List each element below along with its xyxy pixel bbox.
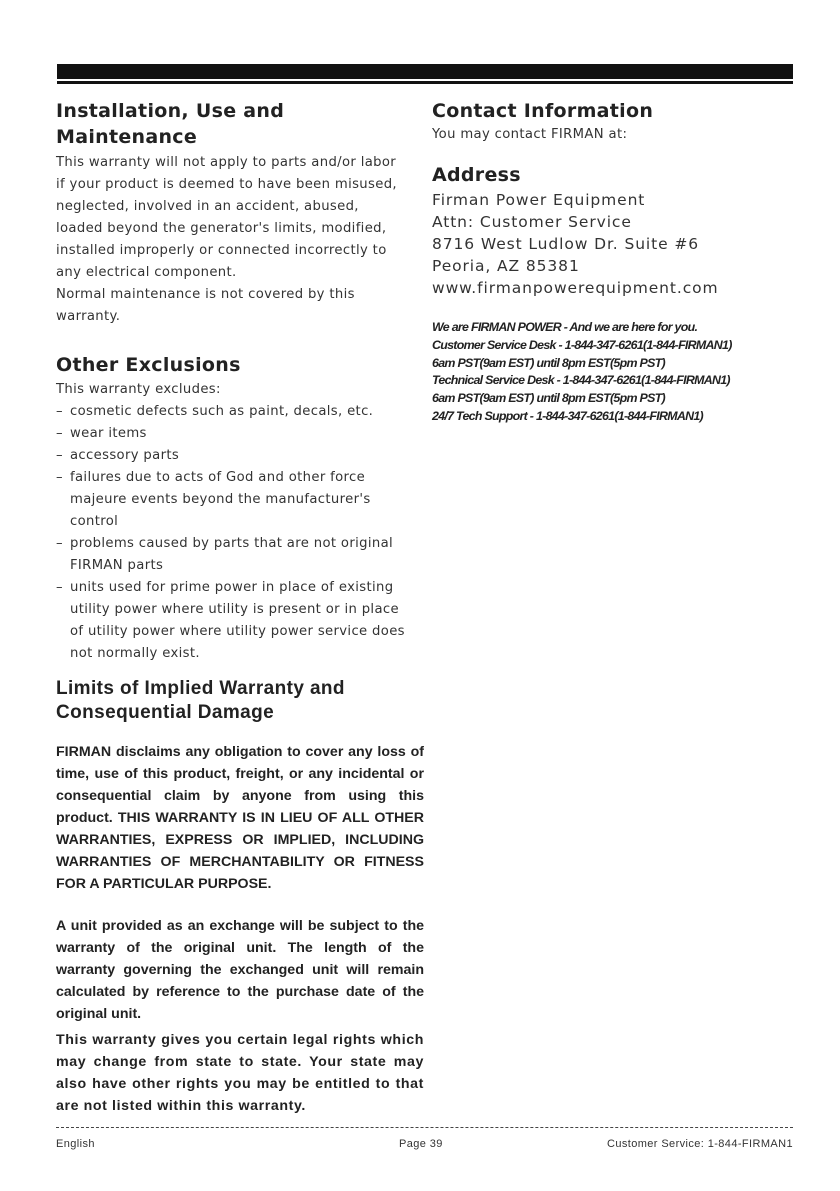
list-item: [56, 445, 424, 467]
heading-line: Consequential Damage: [56, 702, 275, 723]
address-section: [432, 162, 812, 299]
implied-warranty-section: [56, 677, 424, 1117]
installation-section: [56, 98, 424, 328]
text-line: utility power where utility is present or in place: [70, 602, 399, 617]
text-line: not normally exist.: [70, 646, 200, 661]
exclusions-section: [56, 352, 424, 665]
footer-rule: [56, 1127, 793, 1128]
website-link[interactable]: www.firmanpowerequipment.com: [432, 279, 719, 297]
text-line: warranty.: [56, 309, 121, 324]
customer-service-hours: 6am PST(9am EST) until 8pm EST(5pm PST): [432, 355, 665, 370]
address-block: [432, 189, 812, 299]
tech-support-line: 24/7 Tech Support - 1-844-347-6261(1-844-FIRMAN1): [432, 408, 703, 423]
text-line: control: [70, 514, 119, 529]
exclusions-heading: Other Exclusions: [56, 354, 241, 376]
text-line: neglected, involved in an accident, abused,: [56, 199, 359, 214]
list-item: [56, 577, 424, 665]
installation-heading: Installation, Use and Maintenance: [56, 100, 285, 148]
text-line: This warranty will not apply to parts and/or labor: [56, 155, 397, 170]
list-item: [56, 423, 424, 445]
text-line: – units used for prime power in place of existing: [70, 580, 394, 595]
text-line: any electrical component.: [56, 265, 237, 280]
page-number: Page 39: [399, 1138, 443, 1150]
support-section: [432, 319, 812, 426]
contact-section: [432, 98, 812, 146]
text-line: – cosmetic defects such as paint, decals, etc.: [70, 404, 374, 419]
footer-language: English: [56, 1138, 95, 1150]
support-tagline: We are FIRMAN POWER - And we are here for you.: [432, 320, 698, 334]
technical-service-line: Technical Service Desk - 1-844-347-6261(1-844-FIRMAN1): [432, 373, 730, 388]
text-line: – failures due to acts of God and other force: [70, 470, 366, 485]
text-line: installed improperly or connected incorrectly to: [56, 243, 387, 258]
list-item: [56, 467, 424, 533]
customer-service-line: Customer Service Desk - 1-844-347-6261(1-844-FIRMAN1): [432, 337, 732, 352]
right-column: [432, 98, 812, 426]
text-line: if your product is deemed to have been misused,: [56, 177, 397, 192]
text-line: – accessory parts: [70, 448, 180, 463]
heading-line: Limits of Implied Warranty and: [56, 678, 345, 699]
contact-heading: Contact Information: [432, 100, 654, 122]
exclusions-list: [56, 401, 424, 665]
legal-rights-paragraph: This warranty gives you certain legal rights which may change from state to state. Your state may also have other rights you may be entitled to that are not listed within this warranty.: [56, 1032, 424, 1114]
implied-warranty-heading: [56, 677, 424, 725]
installation-text: [56, 152, 424, 328]
address-line: Attn: Customer Service: [432, 213, 632, 231]
address-heading: Address: [432, 164, 521, 186]
text-line: – wear items: [70, 426, 147, 441]
exclusions-text: [56, 379, 424, 665]
text-line: Normal maintenance is not covered by this: [56, 287, 355, 302]
text-line: loaded beyond the generator's limits, modified,: [56, 221, 387, 236]
contact-text: You may contact FIRMAN at:: [432, 127, 628, 142]
address-line: Peoria, AZ 85381: [432, 257, 580, 275]
list-item: [56, 401, 424, 423]
text-line: FIRMAN parts: [70, 558, 164, 573]
address-line: 8716 West Ludlow Dr. Suite #6: [432, 235, 700, 253]
exchange-paragraph: A unit provided as an exchange will be subject to the warranty of the original unit. The length of the warranty governing the exchanged unit will remain calculated by reference to the purchase date of the original unit.: [56, 918, 424, 1022]
left-column: [56, 98, 424, 1117]
text-line: majeure events beyond the manufacturer's: [70, 492, 371, 507]
list-item: [56, 533, 424, 577]
text-line: of utility power where utility power service does: [70, 624, 405, 639]
footer-service: Customer Service: 1-844-FIRMAN1: [606, 1138, 793, 1150]
text-line: – problems caused by parts that are not original: [70, 536, 394, 551]
header-rule: [57, 64, 793, 79]
address-line: Firman Power Equipment: [432, 191, 646, 209]
technical-service-hours: 6am PST(9am EST) until 8pm EST(5pm PST): [432, 391, 665, 406]
exclusions-intro: This warranty excludes:: [56, 382, 221, 397]
disclaimer-paragraph: FIRMAN disclaims any obligation to cover any loss of time, use of this product, freight, or any incidental or consequential claim by anyone from using this product. THIS WARRANTY IS IN LIEU OF ALL OTHER WARRANTIES, EXPRESS OR IMPLIED, INCLUDING WARRANTIES OF MERCHANTABILITY OR FITNESS FOR A PARTICULAR PURPOSE.: [56, 744, 424, 892]
